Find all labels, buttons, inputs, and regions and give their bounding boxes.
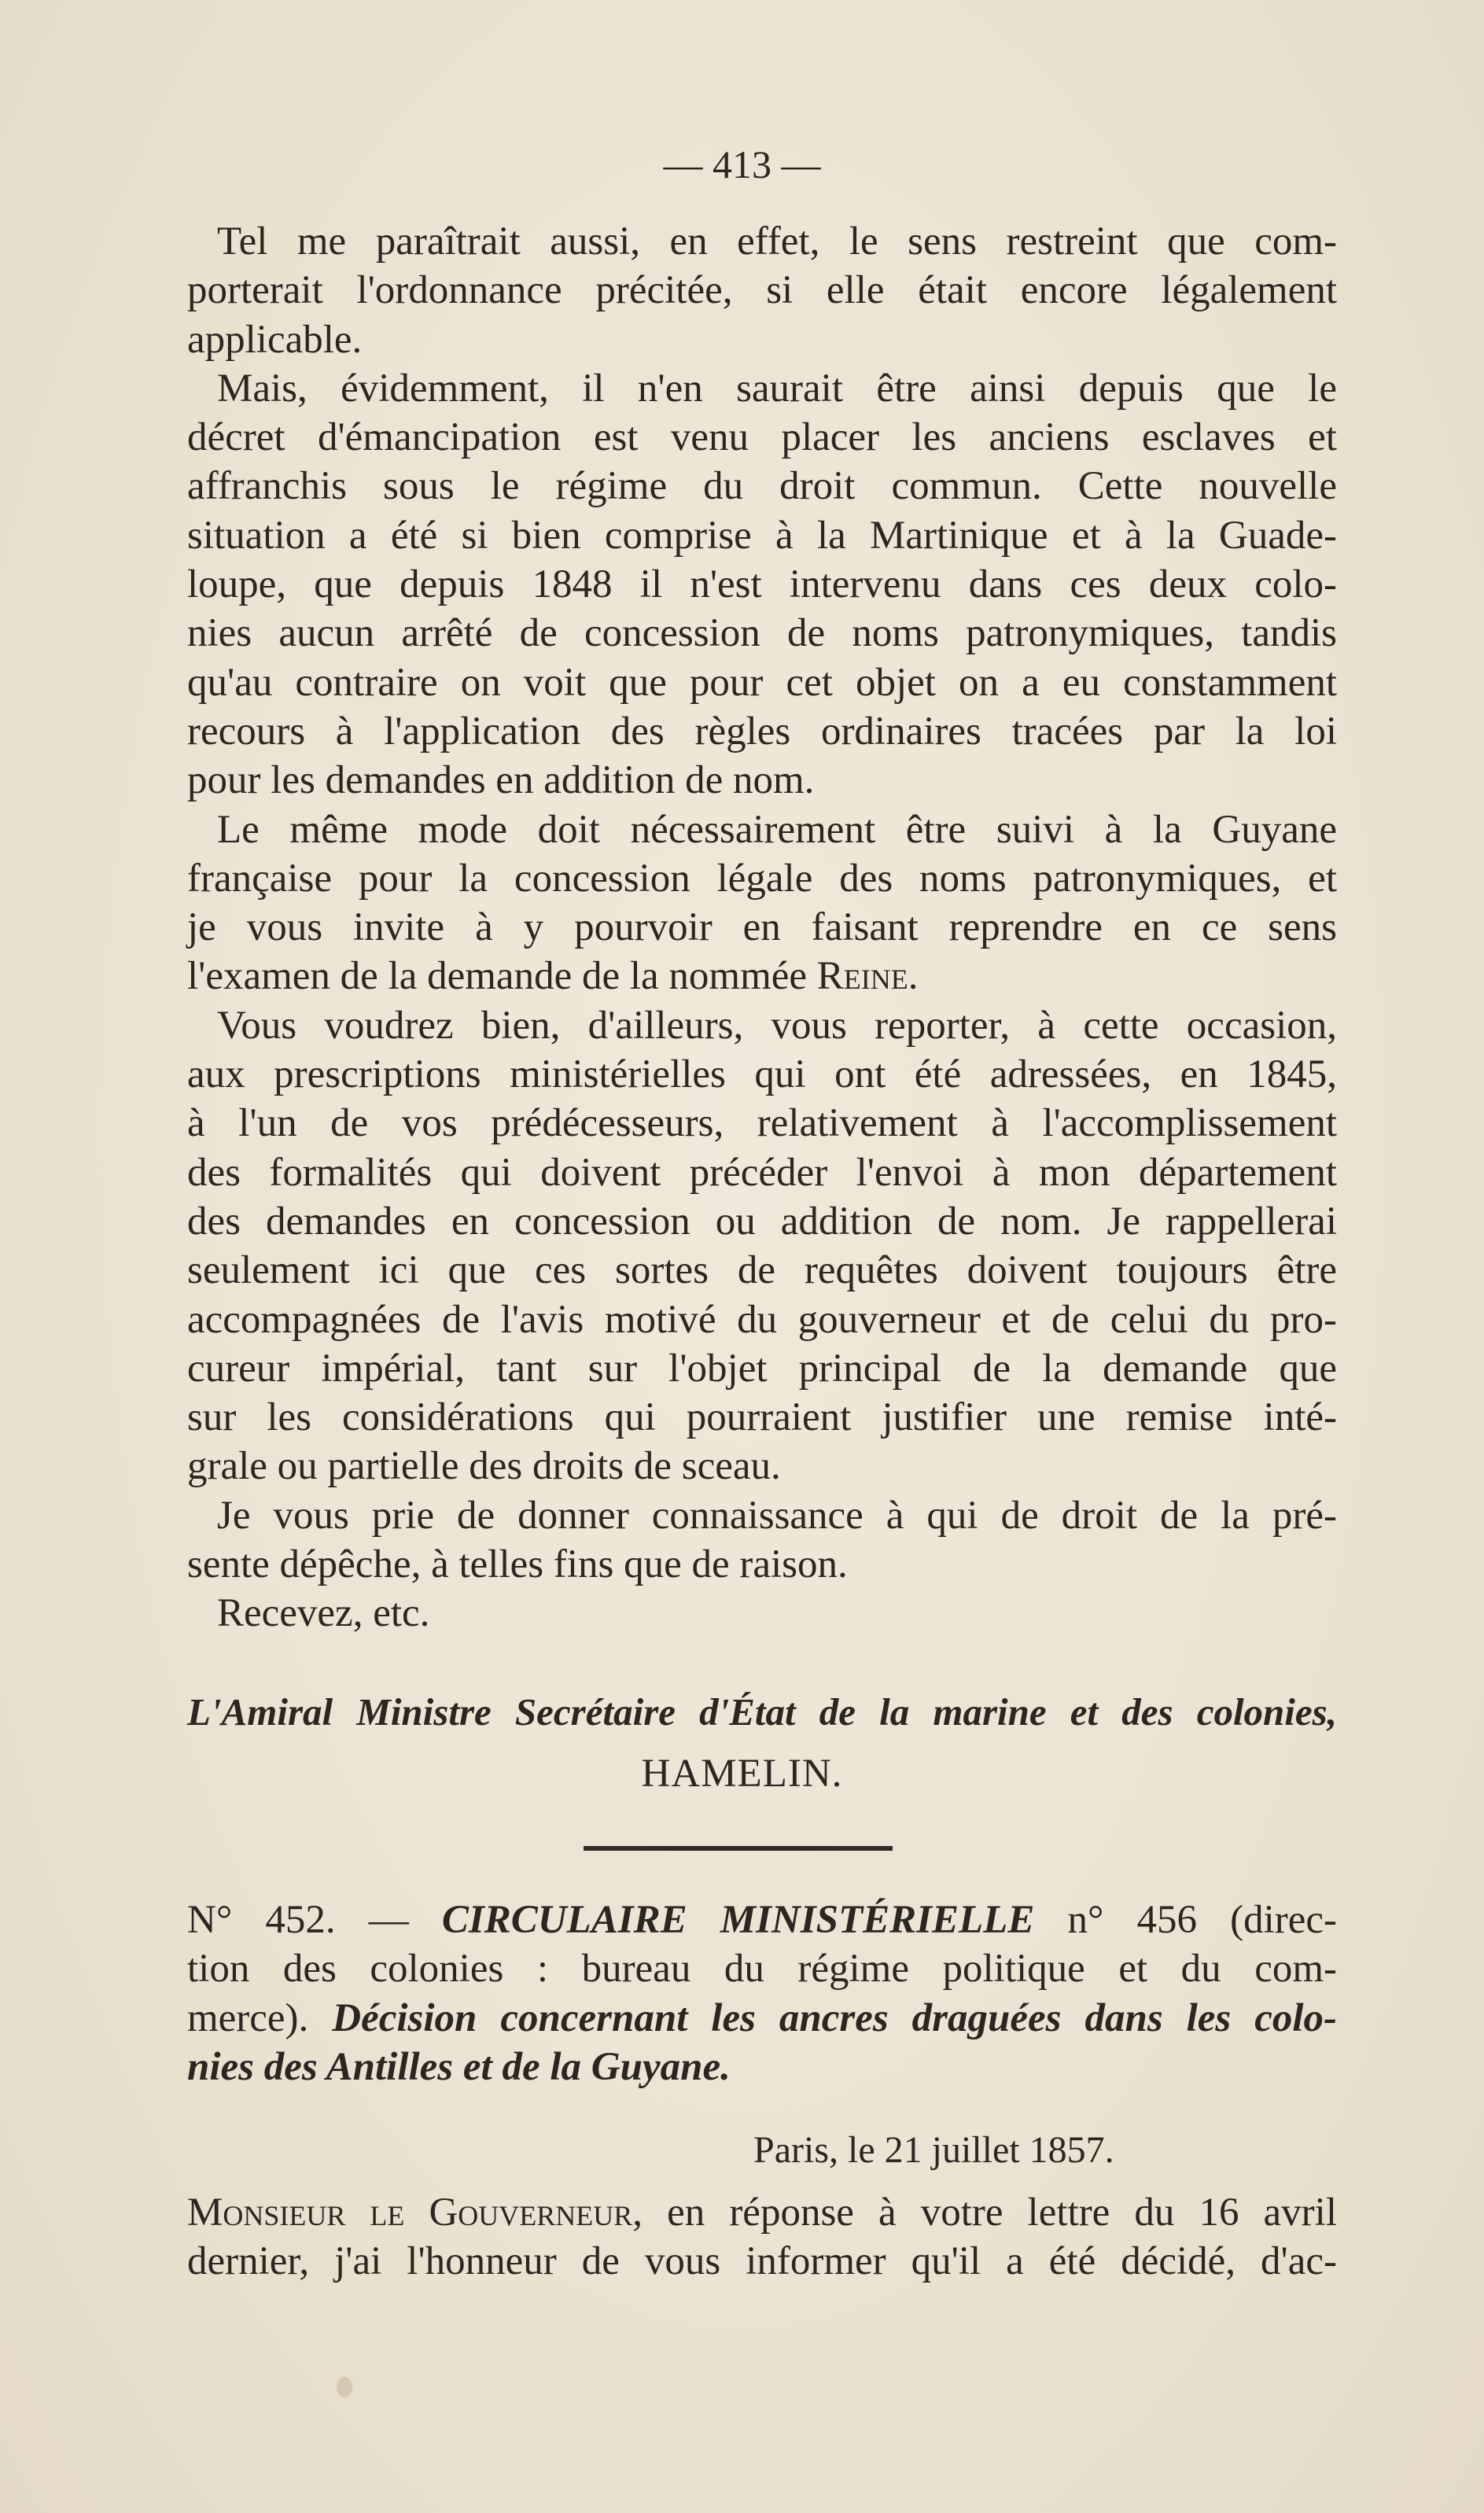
text-line: affranchis sous le régime du droit commun. Cette nouvelle <box>187 464 1337 509</box>
text-line: à l'un de vos prédécesseurs, relativement à l'accomplissement <box>187 1101 1337 1146</box>
line-punctuation: . <box>908 954 919 999</box>
text-line: Le même mode doit nécessairement être suivi à la Guyane <box>217 807 1337 852</box>
text-line: nies aucun arrêté de concession de noms patronymiques, tandis <box>187 611 1337 656</box>
paper-speck <box>337 2377 352 2397</box>
signature-title: L'Amiral Ministre Secrétaire d'État de la marine et des colonies, <box>187 1690 1337 1734</box>
letter-body <box>187 217 1337 1638</box>
text-line: grale ou partielle des droits de sceau. <box>187 1444 781 1489</box>
person-name: Reine <box>816 954 908 999</box>
circular-heading <box>187 1896 1337 2091</box>
salutation: Monsieur le Gouverneur, <box>187 2191 643 2235</box>
page-number: — 413 — <box>663 142 821 186</box>
text-line <box>187 952 1337 1000</box>
text-line: décret d'émancipation est venu placer les anciens esclaves et <box>187 415 1337 460</box>
text-line: accompagnées de l'avis motivé du gouverneur et de celui du pro- <box>187 1297 1337 1342</box>
circular-number-ref: n° 456 (direc- <box>1034 1898 1338 1942</box>
text-line: Mais, évidemment, il n'en saurait être ainsi depuis que le <box>217 366 1337 411</box>
text-line: je vous invite à y pourvoir en faisant reprendre en ce sens <box>187 905 1337 950</box>
circular-number: N° 452. — <box>187 1898 442 1942</box>
text-line: situation a été si bien comprise à la Martinique et à la Guade- <box>187 513 1337 558</box>
text-line: recours à l'application des règles ordinaires tracées par la loi <box>187 709 1337 754</box>
signer-name: HAMELIN. <box>641 1752 843 1796</box>
text-line: qu'au contraire on voit que pour cet objet on a eu constamment <box>187 660 1337 705</box>
text-line: française pour la concession légale des noms patronymiques, et <box>187 856 1337 901</box>
circular-opening-line-1 <box>187 2188 1337 2237</box>
circular-title: CIRCULAIRE MINISTÉRIELLE <box>441 1898 1035 1942</box>
circular-plain-text: merce). <box>187 1995 333 2040</box>
text-line: des demandes en concession ou addition de nom. Je rappellerai <box>187 1199 1337 1244</box>
circular-heading-line-2: tion des colonies : bureau du régime politique et du com- <box>187 1947 1337 1992</box>
opening-text: en réponse à votre lettre du 16 avril <box>643 2191 1337 2235</box>
text-line: sente dépêche, à telles fins que de raison. <box>187 1542 848 1587</box>
text-line: aux prescriptions ministérielles qui ont été adressées, en 1845, <box>187 1052 1337 1097</box>
circular-heading-line-3 <box>187 1994 1337 2043</box>
text-line: Recevez, etc. <box>217 1591 430 1636</box>
circular-opening <box>187 2188 1337 2286</box>
circular-opening-line-2: dernier, j'ai l'honneur de vous informer qu'il a été décidé, d'ac- <box>187 2239 1337 2284</box>
line-text: l'examen de la demande de la nommée <box>187 954 817 999</box>
text-line: des formalités qui doivent précéder l'envoi à mon département <box>187 1150 1337 1195</box>
text-line: Tel me paraîtrait aussi, en effet, le sens restreint que com- <box>217 219 1337 263</box>
circular-heading-line-1 <box>187 1896 1337 1944</box>
circular-subject: Décision concernant les ancres draguées dans les colo- <box>332 1995 1338 2040</box>
text-line: applicable. <box>187 317 363 362</box>
text-line: Vous voudrez bien, d'ailleurs, vous reporter, à cette occasion, <box>217 1003 1337 1048</box>
dateline: Paris, le 21 juillet 1857. <box>753 2129 1114 2171</box>
text-line: porterait l'ordonnance précitée, si elle était encore légalement <box>187 268 1337 313</box>
section-divider <box>584 1846 893 1851</box>
text-line: cureur impérial, tant sur l'objet principal de la demande que <box>187 1346 1337 1391</box>
text-line: Je vous prie de donner connaissance à qui de droit de la pré- <box>217 1493 1337 1538</box>
circular-subject-end: nies des Antilles et de la Guyane. <box>187 2044 731 2089</box>
text-line: sur les considérations qui pourraient justifier une remise inté- <box>187 1395 1337 1440</box>
text-line: pour les demandes en addition de nom. <box>187 758 815 803</box>
text-line: loupe, que depuis 1848 il n'est intervenu dans ces deux colo- <box>187 562 1337 607</box>
text-line: seulement ici que ces sortes de requêtes doivent toujours être <box>187 1248 1337 1293</box>
